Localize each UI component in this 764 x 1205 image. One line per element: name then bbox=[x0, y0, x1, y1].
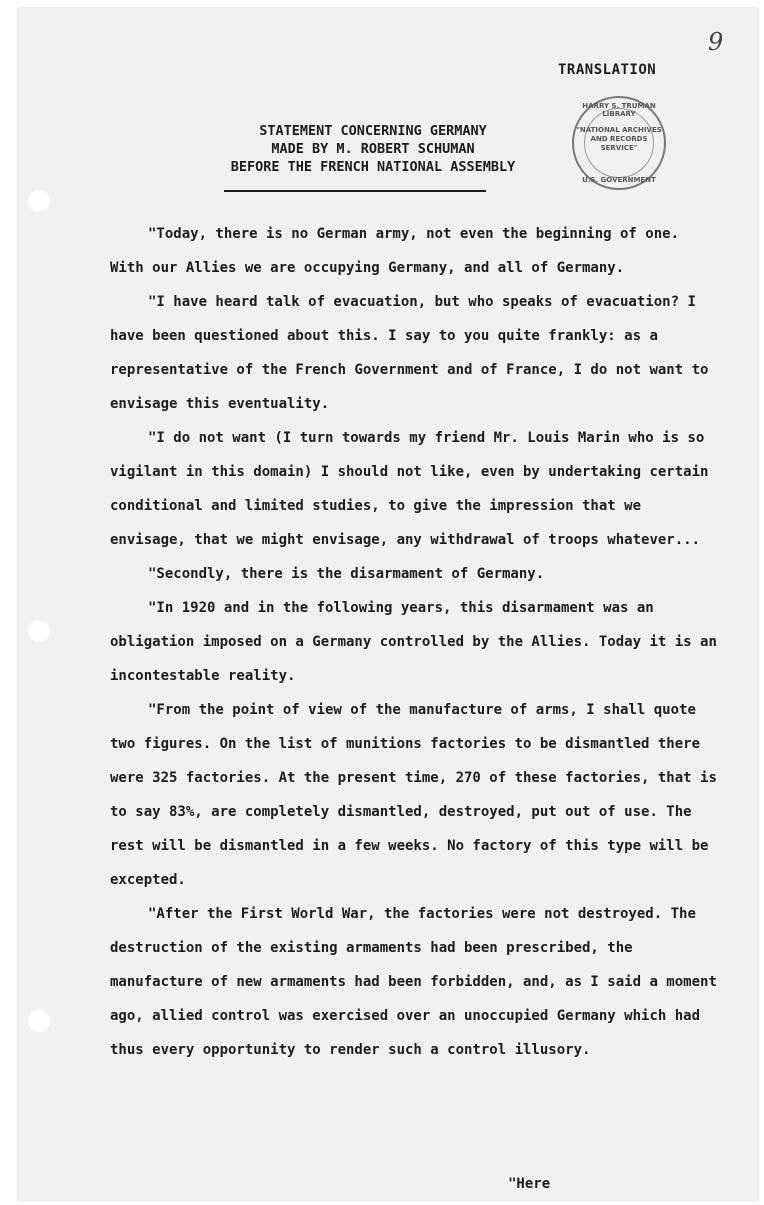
title-line: STATEMENT CONCERNING GERMANY bbox=[259, 123, 487, 139]
stamp-center-text: "NATIONAL ARCHIVES AND RECORDS SERVICE" bbox=[576, 126, 662, 152]
punch-hole bbox=[28, 1010, 50, 1032]
document-page bbox=[18, 8, 758, 1200]
paragraph: "I have heard talk of evacuation, but who speaks of evacuation? I have been questioned about this. I say to you quite frankly: as a representative of the French Government and of France, I do not want to envisage this eventuality. bbox=[110, 294, 709, 412]
title-line: BEFORE THE FRENCH NATIONAL ASSEMBLY bbox=[230, 159, 516, 175]
paragraph: "From the point of view of the manufacture of arms, I shall quote two figures. On the list of munitions factories to be dismantled there were 325 factories. At the present time, 270 of these factories, that is to say 83%, are completely dismantled, destroyed, put out of use. The rest will be dismantled in a few weeks. No factory of this type will be excepted. bbox=[110, 702, 717, 888]
paragraph: "After the First World War, the factories were not destroyed. The destruction of the existing armaments had been prescribed, the manufacture of new armaments had been forbidden, and, as I said a moment ago, allied control was exercised over an unoccupied Germany which had thus every opportunity to render such a control illusory. bbox=[110, 906, 717, 1058]
stamp-bottom-text: U.S. GOVERNMENT bbox=[582, 176, 656, 184]
punch-hole bbox=[28, 620, 50, 642]
stamp-top-text: HARRY S. TRUMAN LIBRARY bbox=[582, 102, 656, 118]
translation-label: TRANSLATION bbox=[558, 62, 657, 78]
title-underline bbox=[224, 190, 486, 192]
title-line: MADE BY M. ROBERT SCHUMAN bbox=[271, 141, 475, 157]
punch-hole bbox=[28, 190, 50, 212]
statement-body bbox=[110, 217, 720, 1067]
catchword: "Here bbox=[508, 1176, 551, 1192]
paragraph: "I do not want (I turn towards my friend Mr. Louis Marin who is so vigilant in this domain) I should not like, even by undertaking certain conditional and limited studies, to give the impression that we envisage, that we might envisage, any withdrawal of troops whatever... bbox=[110, 430, 709, 548]
paragraph: "In 1920 and in the following years, this disarmament was an obligation imposed on a Germany controlled by the Allies. Today it is an incontestable reality. bbox=[110, 600, 717, 684]
page-number: 9 bbox=[708, 28, 724, 56]
archive-stamp bbox=[572, 96, 666, 190]
document-title bbox=[178, 122, 568, 176]
paragraph: "Today, there is no German army, not even the beginning of one. With our Allies we are occupying Germany, and all of Germany. bbox=[110, 226, 680, 276]
paragraph: "Secondly, there is the disarmament of Germany. bbox=[148, 566, 545, 582]
